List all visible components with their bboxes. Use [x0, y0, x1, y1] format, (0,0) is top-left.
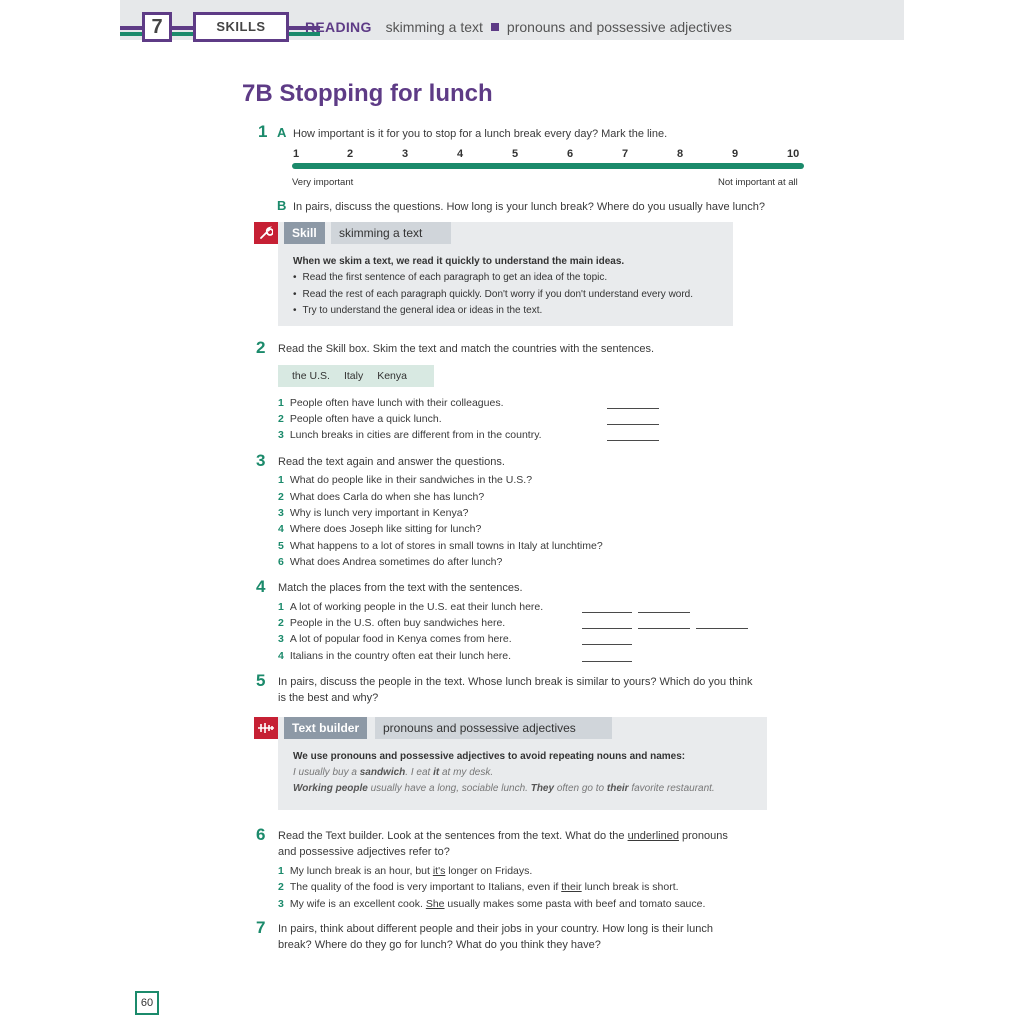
- list-item: 2 The quality of the food is very important to Italians, even if their lunch break is short.: [278, 881, 679, 893]
- header-topic-1: skimming a text: [385, 19, 483, 35]
- exercise-5-number: 5: [256, 671, 266, 690]
- exercise-5-line-2: is the best and why?: [278, 692, 379, 704]
- page-title: 7B Stopping for lunch: [242, 80, 493, 107]
- list-item: 6 What does Andrea sometimes do after lunch?: [278, 556, 503, 568]
- exercise-1a-letter: A: [277, 125, 287, 140]
- scale-number: 3: [402, 148, 409, 160]
- exercise-6-number: 6: [256, 825, 266, 844]
- exercise-3-number: 3: [256, 451, 266, 470]
- list-item: 1 A lot of working people in the U.S. eat their lunch here.: [278, 601, 544, 613]
- exercise-7-number: 7: [256, 918, 266, 937]
- skill-bullet: • Try to understand the general idea or ideas in the text.: [293, 303, 542, 319]
- list-item: 3 A lot of popular food in Kenya comes from here.: [278, 633, 512, 645]
- answer-blank[interactable]: [607, 424, 659, 425]
- list-item: 4 Italians in the country often eat their lunch here.: [278, 650, 512, 662]
- rating-scale-line[interactable]: [292, 163, 804, 169]
- skill-heading: skimming a text: [331, 222, 451, 244]
- scale-number: 10: [787, 148, 800, 160]
- answer-blank[interactable]: [582, 612, 632, 613]
- list-item: 3 Why is lunch very important in Kenya?: [278, 507, 469, 519]
- country-option: Italy: [343, 370, 364, 382]
- scale-right-label: Not important at all: [718, 177, 798, 188]
- scale-number: 5: [512, 148, 519, 160]
- text-builder-intro: We use pronouns and possessive adjectives to avoid repeating nouns and names:: [293, 751, 686, 762]
- answer-blank[interactable]: [607, 440, 659, 441]
- scale-left-label: Very important: [292, 177, 354, 188]
- exercise-6-line-1: Read the Text builder. Look at the sentences from the text. What do the underlined pronouns: [278, 830, 728, 842]
- list-item: 2 People in the U.S. often buy sandwiches here.: [278, 617, 506, 629]
- header-topics: [305, 19, 732, 35]
- list-item: 3 My wife is an excellent cook. She usually makes some pasta with beef and tomato sauce.: [278, 898, 706, 910]
- answer-blank[interactable]: [696, 628, 748, 629]
- square-bullet-icon: [491, 23, 499, 31]
- exercise-7-line-2: break? Where do they go for lunch? What do you think they have?: [278, 939, 601, 951]
- unit-number: 7: [142, 12, 172, 42]
- list-item: 3 Lunch breaks in cities are different from in the country.: [278, 429, 542, 441]
- country-options: [278, 365, 434, 387]
- list-item: 1 My lunch break is an hour, but it's longer on Fridays.: [278, 865, 533, 877]
- answer-blank[interactable]: [638, 628, 690, 629]
- skill-intro: When we skim a text, we read it quickly to understand the main ideas.: [293, 256, 625, 267]
- text-builder-example-1: I usually buy a sandwich. I eat it at my desk.: [293, 767, 494, 778]
- exercise-4-text: Match the places from the text with the sentences.: [278, 582, 523, 594]
- list-item: 5 What happens to a lot of stores in small towns in Italy at lunchtime?: [278, 540, 603, 552]
- list-item: 2 People often have a quick lunch.: [278, 413, 442, 425]
- exercise-2-number: 2: [256, 338, 266, 357]
- country-option: Kenya: [377, 370, 407, 382]
- skill-tag: Skill: [284, 222, 325, 244]
- text-builder-heading: pronouns and possessive adjectives: [375, 717, 612, 739]
- exercise-1b-text: In pairs, discuss the questions. How long is your lunch break? Where do you usually have lunch?: [293, 201, 766, 213]
- page-number: 60: [135, 991, 159, 1015]
- answer-blank[interactable]: [582, 661, 632, 662]
- exercise-1a-text: How important is it for you to stop for a lunch break every day? Mark the line.: [293, 128, 668, 140]
- list-item: 4 Where does Joseph like sitting for lunch?: [278, 523, 482, 535]
- text-builder-tag: Text builder: [284, 717, 367, 739]
- exercise-7-line-1: In pairs, think about different people and their jobs in your country. How long is their lunch: [278, 923, 713, 935]
- exercise-6-line-2: and possessive adjectives refer to?: [278, 846, 450, 858]
- skill-bullet: • Read the rest of each paragraph quickly. Don't worry if you don't understand every word.: [293, 287, 693, 303]
- reading-label: READING: [305, 19, 372, 35]
- text-builder-example-2: Working people usually have a long, sociable lunch. They often go to their favorite restaurant.: [293, 783, 715, 794]
- wrench-icon: [254, 222, 278, 244]
- header-topic-2: pronouns and possessive adjectives: [506, 19, 732, 35]
- scale-number: 6: [567, 148, 574, 160]
- answer-blank[interactable]: [582, 644, 632, 645]
- scale-number: 1: [293, 148, 300, 160]
- text-builder-icon: [254, 717, 278, 739]
- exercise-4-number: 4: [256, 577, 266, 596]
- scale-number: 7: [622, 148, 629, 160]
- exercise-1-number: 1: [258, 122, 268, 141]
- answer-blank[interactable]: [582, 628, 632, 629]
- section-label: SKILLS: [193, 12, 289, 42]
- scale-number: 8: [677, 148, 684, 160]
- list-item: 2 What does Carla do when she has lunch?: [278, 491, 485, 503]
- exercise-1b-letter: B: [277, 198, 287, 213]
- scale-number: 4: [457, 148, 464, 160]
- scale-number: 2: [347, 148, 354, 160]
- list-item: 1 What do people like in their sandwiches in the U.S.?: [278, 474, 533, 486]
- country-option: the U.S.: [292, 370, 330, 382]
- exercise-2-text: Read the Skill box. Skim the text and match the countries with the sentences.: [278, 343, 655, 355]
- exercise-3-text: Read the text again and answer the questions.: [278, 456, 505, 468]
- skill-bullet: • Read the first sentence of each paragraph to get an idea of the topic.: [293, 270, 607, 286]
- answer-blank[interactable]: [607, 408, 659, 409]
- list-item: 1 People often have lunch with their colleagues.: [278, 397, 504, 409]
- exercise-5-line-1: In pairs, discuss the people in the text. Whose lunch break is similar to yours? Which do you think: [278, 676, 753, 688]
- scale-number: 9: [732, 148, 739, 160]
- answer-blank[interactable]: [638, 612, 690, 613]
